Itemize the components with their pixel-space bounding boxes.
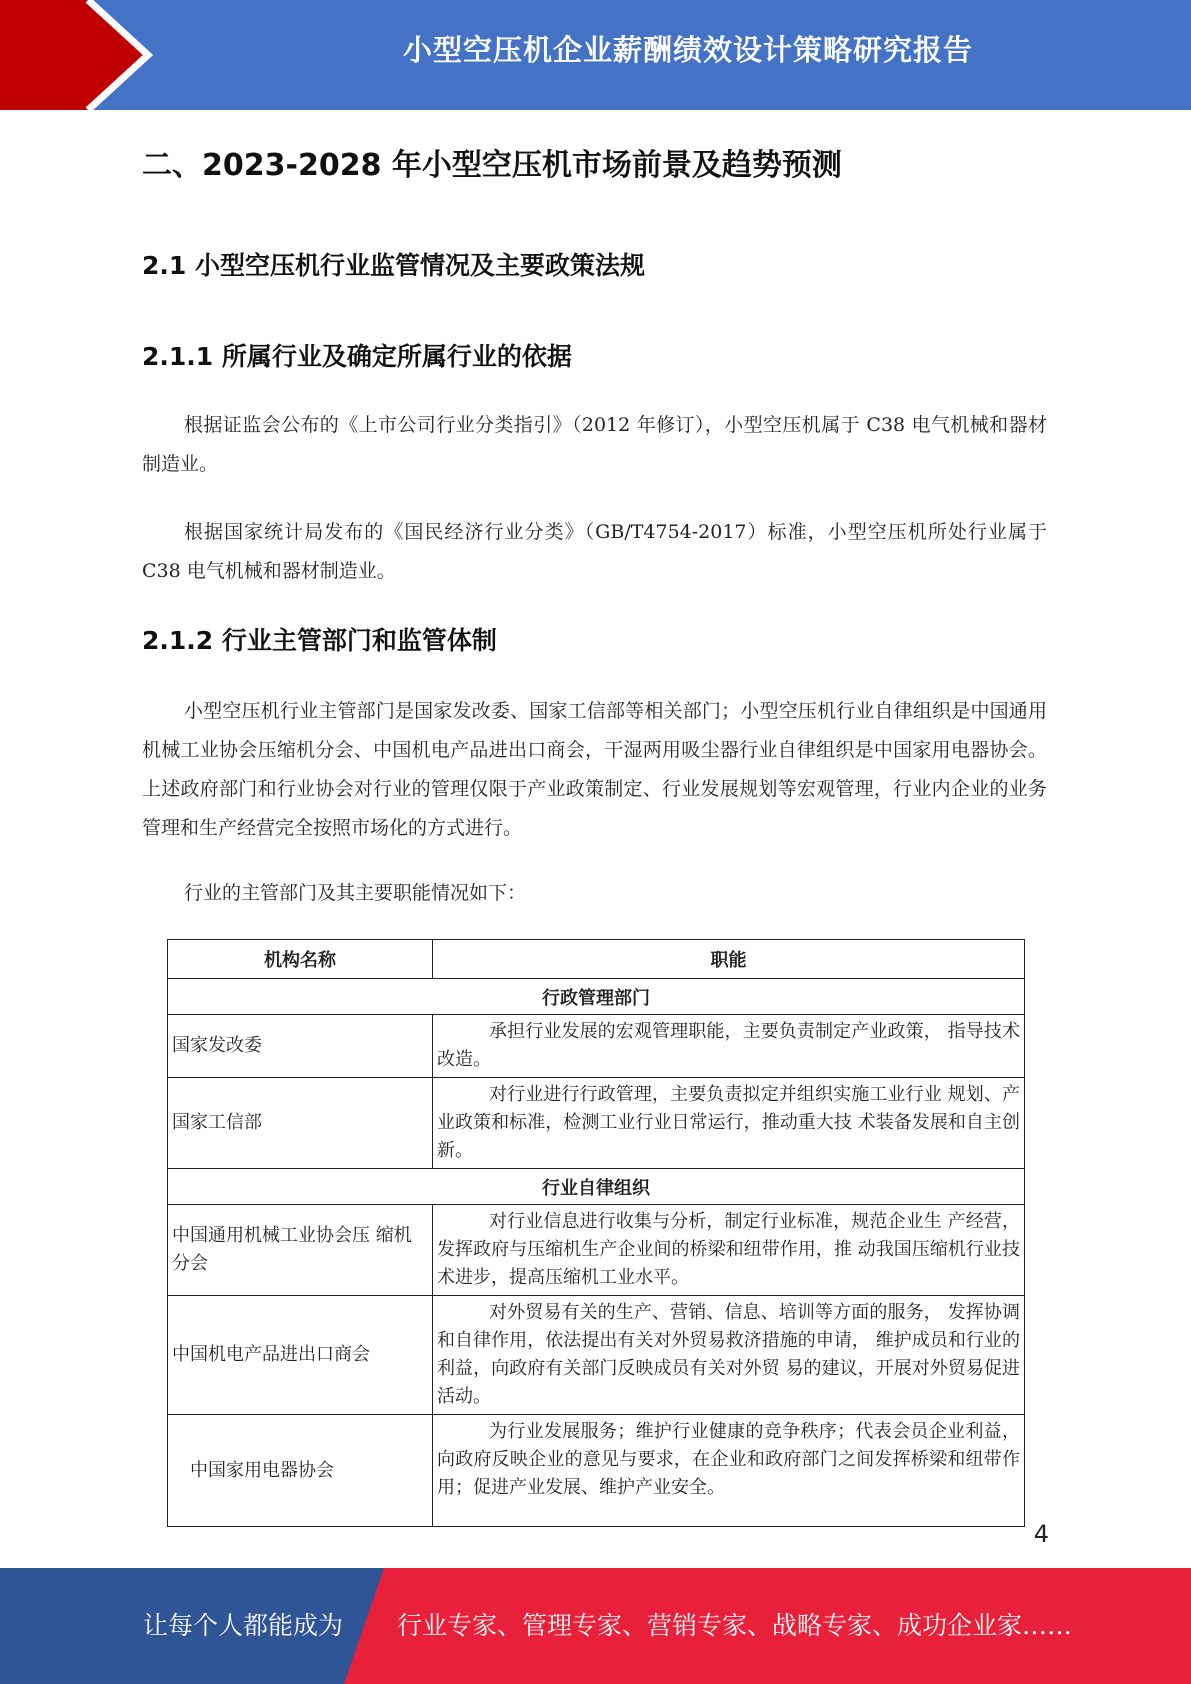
table-section-row	[168, 979, 1025, 1015]
subsection-title: 2.1 小型空压机行业监管情况及主要政策法规	[142, 251, 645, 280]
footer-slogan-right: 行业专家、管理专家、营销专家、战略专家、成功企业家……	[397, 1611, 1073, 1640]
org-name: 国家发改委	[168, 1015, 433, 1078]
paragraph-csrc-classification: 根据证监会公布的《上市公司行业分类指引》（2012 年修订），小型空压机属于 C38 电气机械和器材制造业。	[142, 414, 1047, 475]
paragraph-table-intro: 行业的主管部门及其主要职能情况如下：	[184, 882, 527, 904]
section-admin-departments: 行政管理部门	[168, 979, 1025, 1015]
column-header-function: 职能	[433, 940, 1025, 979]
authorities-table	[167, 939, 1024, 1527]
column-header-org: 机构名称	[168, 940, 433, 979]
table-row	[168, 1415, 1025, 1527]
footer-banner	[0, 1568, 1191, 1684]
org-name: 中国机电产品进出口商会	[168, 1296, 433, 1415]
table-row	[168, 1296, 1025, 1415]
org-function: 对行业进行行政管理，主要负责拟定并组织实施工业行业 规划、产业政策和标准，检测工业行业日常运行，推动重大技 术装备发展和自主创新。	[433, 1078, 1025, 1169]
table-header-row	[168, 940, 1025, 979]
table-section-row	[168, 1169, 1025, 1205]
org-name: 中国家用电器协会	[168, 1415, 433, 1527]
section-title: 二、2023-2028 年小型空压机市场前景及趋势预测	[142, 148, 842, 183]
heading-2-1-1: 2.1.1 所属行业及确定所属行业的依据	[142, 342, 572, 371]
table-row	[168, 1205, 1025, 1296]
page-number: 4	[1033, 1520, 1049, 1548]
report-title: 小型空压机企业薪酬绩效设计策略研究报告	[402, 33, 973, 67]
org-name: 中国通用机械工业协会压 缩机分会	[168, 1205, 433, 1296]
heading-2-1-2: 2.1.2 行业主管部门和监管体制	[142, 626, 497, 655]
org-function: 对行业信息进行收集与分析，制定行业标准，规范企业生 产经营，发挥政府与压缩机生产企业间的桥梁和纽带作用，推 动我国压缩机行业技术进步，提高压缩机工业水平。	[433, 1205, 1025, 1296]
org-function: 对外贸易有关的生产、营销、信息、培训等方面的服务， 发挥协调和自律作用，依法提出有关对外贸易救济措施的申请， 维护成员和行业的利益，向政府有关部门反映成员有关对外贸 易的建议，开展对外贸易促进活动。	[433, 1296, 1025, 1415]
org-function: 承担行业发展的宏观管理职能，主要负责制定产业政策， 指导技术改造。	[433, 1015, 1025, 1078]
paragraph-regulatory-system: 小型空压机行业主管部门是国家发改委、国家工信部等相关部门；小型空压机行业自律组织是中国通用机械工业协会压缩机分会、中国机电产品进出口商会，干湿两用吸尘器行业自律组织是中国家用电器协会。上述政府部门和行业协会对行业的管理仅限于产业政策制定、行业发展规划等宏观管理，行业内企业的业务管理和生产经营完全按照市场化的方式进行。	[142, 700, 1047, 839]
table-row	[168, 1078, 1025, 1169]
header-banner	[0, 0, 1191, 110]
table-row	[168, 1015, 1025, 1078]
section-self-regulatory: 行业自律组织	[168, 1169, 1025, 1205]
paragraph-nbs-classification: 根据国家统计局发布的《国民经济行业分类》（GB/T4754-2017）标准，小型空压机所处行业属于 C38 电气机械和器材制造业。	[142, 521, 1047, 582]
org-name: 国家工信部	[168, 1078, 433, 1169]
org-function: 为行业发展服务；维护行业健康的竞争秩序；代表会员企业利益，向政府反映企业的意见与要求，在企业和政府部门之间发挥桥梁和纽带作用；促进产业发展、维护产业安全。	[433, 1415, 1025, 1527]
footer-slogan-left: 让每个人都能成为	[143, 1611, 344, 1640]
